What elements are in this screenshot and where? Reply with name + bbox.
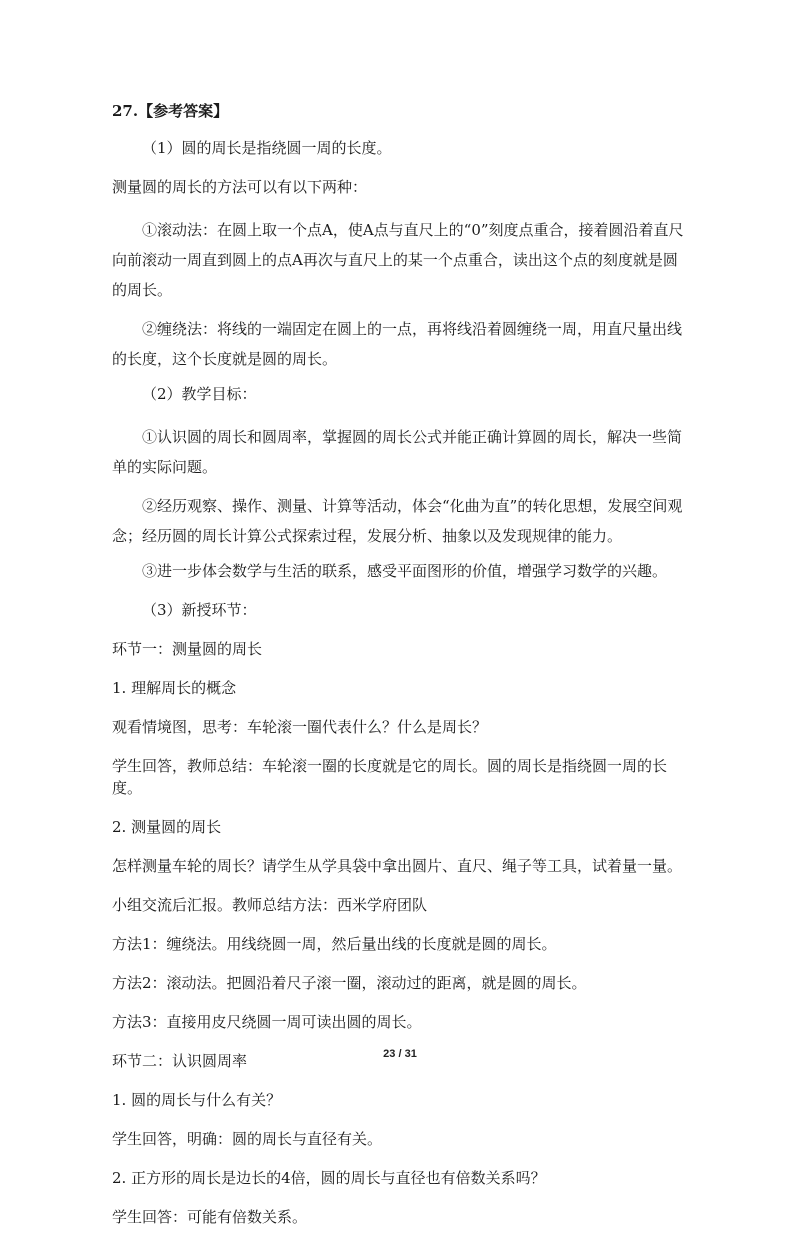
list-item: 2. 正方形的周长是边长的4倍，圆的周长与直径也有倍数关系吗？ bbox=[112, 1169, 546, 1187]
list-item: 1. 理解周长的概念 bbox=[112, 679, 237, 697]
step-2-heading: 环节二：认识圆周率 bbox=[112, 1052, 248, 1070]
paragraph-wrapping-method: ②缠绕法：将线的一端固定在圆上的一点，再将线沿着圆缠绕一周，用直尺量出线的长度，这个长度就是圆的周长。 bbox=[112, 320, 683, 368]
section-1-heading: （1）圆的周长是指绕圆一周的长度。 bbox=[142, 139, 392, 157]
paragraph: 学生回答：可能有倍数关系。 bbox=[112, 1208, 308, 1226]
paragraph: 观看情境图，思考：车轮滚一圈代表什么？什么是周长？ bbox=[112, 718, 488, 736]
list-item: 2. 测量圆的周长 bbox=[112, 818, 222, 836]
paragraph-goal-2: ②经历观察、操作、测量、计算等活动，体会“化曲为直”的转化思想，发展空间观念；经历圆的周长计算公式探索过程，发展分析、抽象以及发现规律的能力。 bbox=[112, 497, 683, 545]
method-3: 方法3：直接用皮尺绕圆一周可读出圆的周长。 bbox=[112, 1013, 422, 1031]
paragraph: 测量圆的周长的方法可以有以下两种： bbox=[112, 178, 368, 196]
paragraph: 小组交流后汇报。教师总结方法：西米学府团队 bbox=[112, 896, 428, 914]
list-item: 1. 圆的周长与什么有关？ bbox=[112, 1091, 282, 1109]
paragraph: 学生回答，明确：圆的周长与直径有关。 bbox=[112, 1130, 383, 1148]
paragraph: 学生回答，教师总结：车轮滚一圈的长度就是它的周长。圆的周长是指绕圆一周的长度。 bbox=[112, 757, 668, 797]
section-2-heading: （2）教学目标： bbox=[142, 385, 257, 403]
page-number: 23 / 31 bbox=[383, 1048, 417, 1060]
paragraph-goal-1: ①认识圆的周长和圆周率，掌握圆的周长公式并能正确计算圆的周长，解决一些简单的实际问题。 bbox=[112, 428, 683, 476]
step-1-heading: 环节一：测量圆的周长 bbox=[112, 640, 263, 658]
answer-heading: 27.【参考答案】 bbox=[112, 102, 229, 120]
method-2: 方法2：滚动法。把圆沿着尺子滚一圈，滚动过的距离，就是圆的周长。 bbox=[112, 974, 587, 992]
method-1: 方法1：缠绕法。用线绕圆一周，然后量出线的长度就是圆的周长。 bbox=[112, 935, 557, 953]
document-body bbox=[112, 100, 692, 1245]
paragraph: 怎样测量车轮的周长？请学生从学具袋中拿出圆片、直尺、绳子等工具，试着量一量。 bbox=[112, 857, 683, 875]
section-3-heading: （3）新授环节： bbox=[142, 601, 257, 619]
paragraph-rolling-method: ①滚动法：在圆上取一个点A，使A点与直尺上的“0”刻度点重合，接着圆沿着直尺向前滚动一周直到圆上的点A再次与直尺上的某一个点重合，读出这个点的刻度就是圆的周长。 bbox=[112, 221, 684, 299]
paragraph-goal-3: ③进一步体会数学与生活的联系，感受平面图形的价值，增强学习数学的兴趣。 bbox=[142, 562, 668, 580]
